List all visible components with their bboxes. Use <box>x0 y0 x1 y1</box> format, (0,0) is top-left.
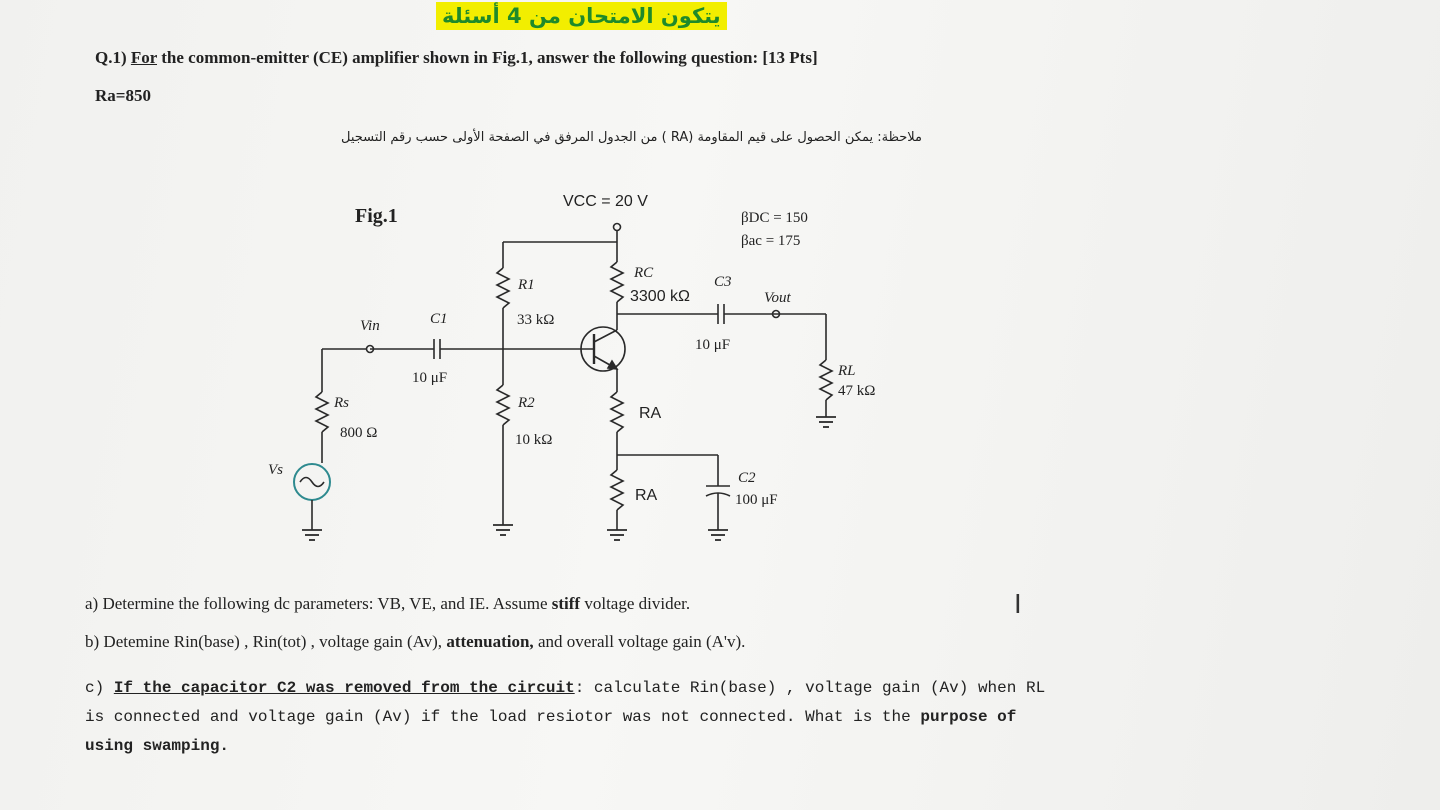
question-c-bold: purpose of using swamping. <box>85 708 1017 755</box>
vin-label: Vin <box>360 318 380 334</box>
rs-label: Rs <box>334 395 349 411</box>
emitter-arrow <box>608 361 617 369</box>
vs-label: Vs <box>268 462 283 478</box>
question-c-rest: : calculate Rin(base) , voltage gain (Av) when RL is connected and voltage gain (Av) if the load resiotor was not connected. What is the <box>85 679 1046 726</box>
beta-dc-label: βDC = 150 <box>741 210 808 226</box>
ground-icon <box>302 530 322 540</box>
question-b-end: and overall voltage gain (A'v). <box>537 632 746 651</box>
text-cursor-icon: I <box>1014 590 1022 620</box>
rs-value: 800 Ω <box>340 425 378 441</box>
ra-lower-label: RA <box>635 487 658 504</box>
ground-icon <box>816 417 836 427</box>
c2-value: 100 μF <box>735 492 778 508</box>
ra-upper-resistor <box>611 392 623 432</box>
transistor-collector-lead <box>594 330 617 342</box>
question-c-underlined: If the capacitor C2 was removed from the circuit <box>113 679 575 697</box>
rl-value: 47 kΩ <box>838 383 876 399</box>
r1-resistor <box>497 268 509 308</box>
ground-icon <box>607 530 627 540</box>
question-b-bold: attenuation, <box>446 632 534 651</box>
ground-icon <box>708 530 728 540</box>
arabic-note: ملاحظة: يمكن الحصول على قيم المقاومة (RA ) من الجدول المرفق في الصفحة الأولى حسب رقم التسجيل <box>341 130 922 145</box>
exam-title-arabic: يتكون الامتحان من 4 أسئلة <box>436 2 727 30</box>
r2-value: 10 kΩ <box>515 432 553 448</box>
vout-label: Vout <box>764 290 791 306</box>
c3-label: C3 <box>714 274 732 290</box>
rc-label: RC <box>634 265 654 281</box>
question-a <box>85 594 690 614</box>
ra-upper-label: RA <box>639 405 662 422</box>
rs-resistor <box>316 392 328 432</box>
c2-label: C2 <box>738 470 756 486</box>
r2-label: R2 <box>518 395 535 411</box>
r1-label: R1 <box>518 277 535 293</box>
r1-value: 33 kΩ <box>517 312 555 328</box>
c1-value: 10 μF <box>412 370 448 386</box>
question-a-end: voltage divider. <box>584 594 691 613</box>
question-b <box>85 632 745 652</box>
question-text: the common-emitter (CE) amplifier shown in Fig.1, answer the following question: [13 Pts] <box>161 48 818 67</box>
figure-label: Fig.1 <box>355 205 398 227</box>
rl-label: RL <box>838 363 856 379</box>
vcc-terminal <box>614 224 621 231</box>
question-a-bold: stiff <box>551 594 581 613</box>
rl-resistor <box>820 360 832 400</box>
question-prefix: Q.1) <box>95 48 127 67</box>
vcc-label: VCC = 20 V <box>563 193 648 210</box>
question-b-text: b) Detemine Rin(base) , Rin(tot) , voltage gain (Av), <box>85 632 443 651</box>
rc-resistor <box>611 262 623 302</box>
ra-lower-resistor <box>611 470 623 510</box>
question-a-text: a) Determine the following dc parameters: VB, VE, and IE. Assume <box>85 594 548 613</box>
c3-value: 10 μF <box>695 337 731 353</box>
c1-label: C1 <box>430 311 448 327</box>
question-for: For <box>130 48 158 67</box>
sine-icon <box>300 478 324 487</box>
question-c-prefix: c) <box>85 679 105 697</box>
rc-value: 3300 kΩ <box>630 288 690 305</box>
question-c <box>85 674 1065 761</box>
ra-value: Ra=850 <box>95 86 151 105</box>
r2-resistor <box>497 385 509 425</box>
beta-ac-label: βac = 175 <box>741 233 801 249</box>
ground-icon <box>493 525 513 535</box>
